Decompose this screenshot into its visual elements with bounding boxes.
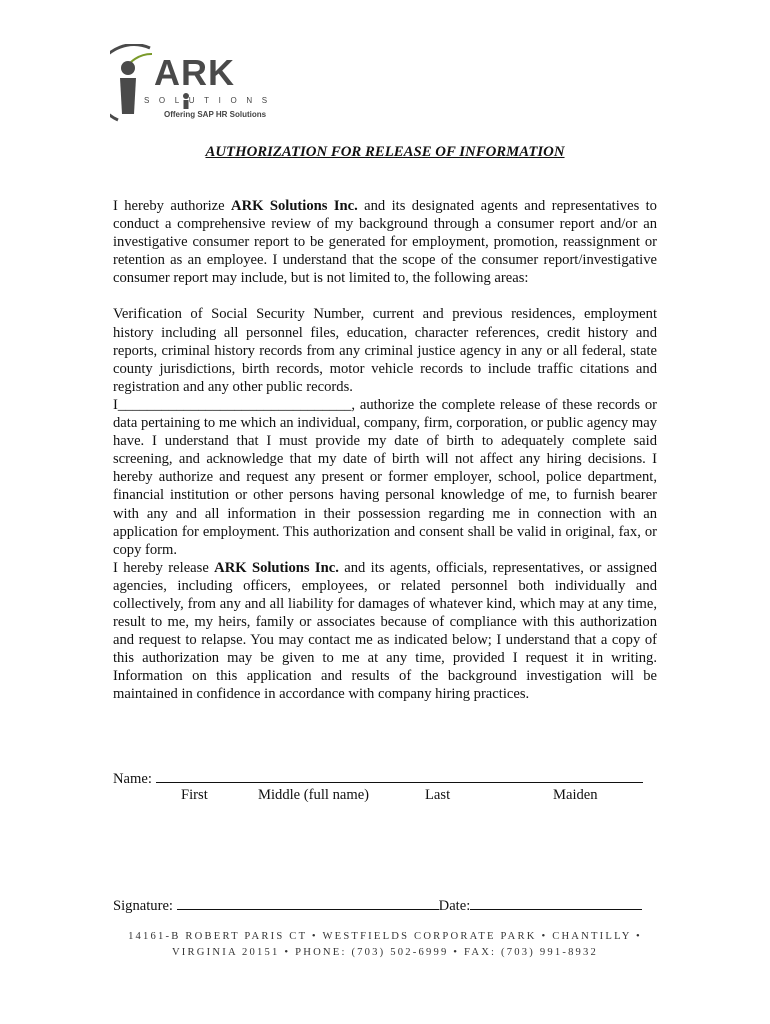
name-input-line[interactable] xyxy=(156,768,643,783)
name-label: Name: xyxy=(113,771,152,787)
paragraph-verification: Verification of Social Security Number, current and previous residences, employment history including all personnel files, education, character references, credit history and reports, criminal history records from any criminal justice agency in any or all federal, state county jurisdictions, birth records, motor vehicle records to include traffic citations and registration and any other public records. xyxy=(113,306,657,395)
name-first-label: First xyxy=(181,787,208,803)
document-body xyxy=(113,197,657,704)
name-middle-label: Middle (full name) xyxy=(258,787,370,803)
footer-address-line-2: VIRGINIA 20151 • PHONE: (703) 502-6999 • FAX: (703) 991-8932 xyxy=(171,947,599,958)
document-title: AUTHORIZATION FOR RELEASE OF INFORMATION xyxy=(205,144,565,160)
paragraph-release-records: I________________________________, authorize the complete release of these records or data pertaining to me which an individual, company, firm, corporation, or public agency may have. I understand that I must provide my date of birth to adequately complete said screening, and acknowledge that my date of birth will not affect any hiring decisions. I hereby authorize and request any present or former employer, school, police department, financial institution or other persons having personal knowledge of me, to furnish bearer with any and all information in their possession regarding me in connection with an application for employment. This authorization and consent shall be valid in original, fax, or copy form. xyxy=(113,396,657,558)
logo-subtitle: SOLUTIONS xyxy=(144,96,277,105)
date-input-line[interactable] xyxy=(470,895,642,910)
name-field[interactable] xyxy=(113,768,643,788)
company-name: ARK Solutions Inc. xyxy=(231,198,358,214)
name-last-label: Last xyxy=(425,787,451,803)
company-name: ARK Solutions Inc. xyxy=(214,559,339,576)
footer-address-line-1: 14161-B ROBERT PARIS CT • WESTFIELDS CORPORATE PARK • CHANTILLY • xyxy=(128,931,642,942)
name-maiden-label: Maiden xyxy=(553,787,598,803)
date-label: Date: xyxy=(438,898,471,914)
paragraph-authorization: I hereby authorize ARK Solutions Inc. and its designated agents and representatives to conduct a comprehensive review of my background through a consumer report and/or an investigative consumer report to be generated for employment, promotion, reassignment or retention as an employee. I understand that the scope of the consumer report/investigative consumer report may include, but is not limited to, the following areas: xyxy=(113,198,657,287)
signature-label: Signature: xyxy=(113,898,173,914)
paragraph-release-liability: I hereby release ARK Solutions Inc. and its agents, officials, representatives, or assigned agencies, including officers, employees, or related personnel both individually and collectively, from any and all liability for damages of whatever kind, which may at any time, result to me, my heirs, family or associates because of compliance with this authorization and request to relapse. You may contact me as indicated below; I understand that a copy of this authorization may be given to me at any time, provided I request it in writing. Information on this application and results of the background investigation will be maintained in confidence in accordance with company hiring practices. xyxy=(113,559,657,703)
logo-tagline: Offering SAP HR Solutions xyxy=(164,110,267,119)
signature-row xyxy=(113,895,642,915)
signature-input-line[interactable] xyxy=(177,895,439,910)
company-logo xyxy=(110,44,285,132)
logo-wordmark: ARK xyxy=(154,52,235,93)
